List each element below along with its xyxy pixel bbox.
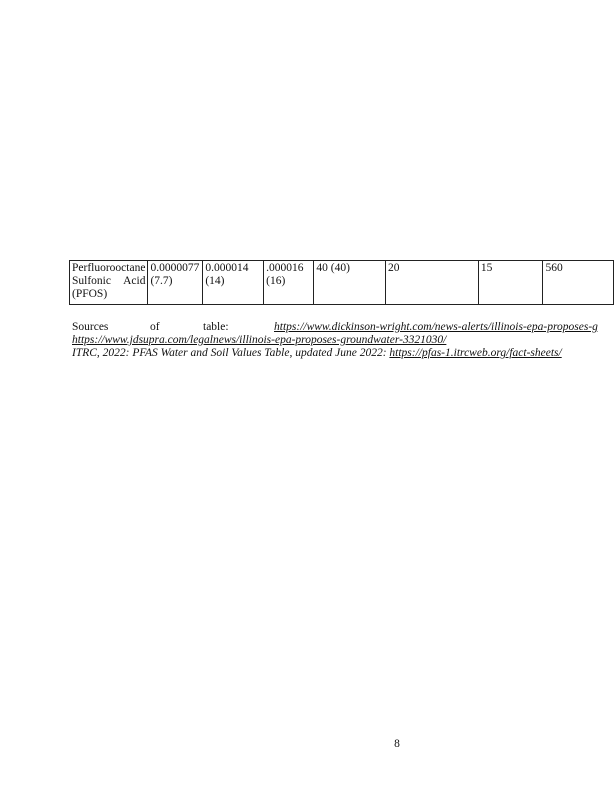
sources-word: Sources bbox=[72, 321, 109, 333]
sources-paragraph bbox=[72, 321, 614, 360]
table-cell-chemical-name: Perfluorooctane Sulfonic Acid (PFOS) bbox=[70, 261, 148, 305]
jdsupra-link[interactable]: https://www.jdsupra.com/legalnews/illinois-epa-proposes-groundwater-3321030/ bbox=[72, 334, 447, 346]
table-cell: .000016 (16) bbox=[264, 261, 314, 305]
pfas-values-table bbox=[69, 260, 614, 305]
table-cell: 20 bbox=[386, 261, 479, 305]
dickinson-wright-link[interactable]: https://www.dickinson-wright.com/news-alerts/illinois-epa-proposes-g bbox=[274, 321, 598, 333]
table-row bbox=[70, 261, 614, 305]
table-cell: 40 (40) bbox=[314, 261, 386, 305]
itrc-citation: ITRC, 2022: PFAS Water and Soil Values Table, updated June 2022: bbox=[72, 347, 390, 359]
itrc-link[interactable]: https://pfas-1.itrcweb.org/fact-sheets/ bbox=[389, 347, 562, 359]
sources-line-2 bbox=[72, 334, 614, 347]
of-word: of bbox=[150, 321, 160, 333]
table-cell: 560 bbox=[543, 261, 614, 305]
table-cell: 0.0000077 (7.7) bbox=[148, 261, 203, 305]
table-cell: 0.000014 (14) bbox=[203, 261, 264, 305]
sources-line-1 bbox=[72, 321, 614, 334]
table-word: table: bbox=[203, 321, 229, 333]
table-cell: 15 bbox=[478, 261, 543, 305]
page-number: 8 bbox=[394, 738, 400, 750]
sources-line-3 bbox=[72, 347, 614, 360]
